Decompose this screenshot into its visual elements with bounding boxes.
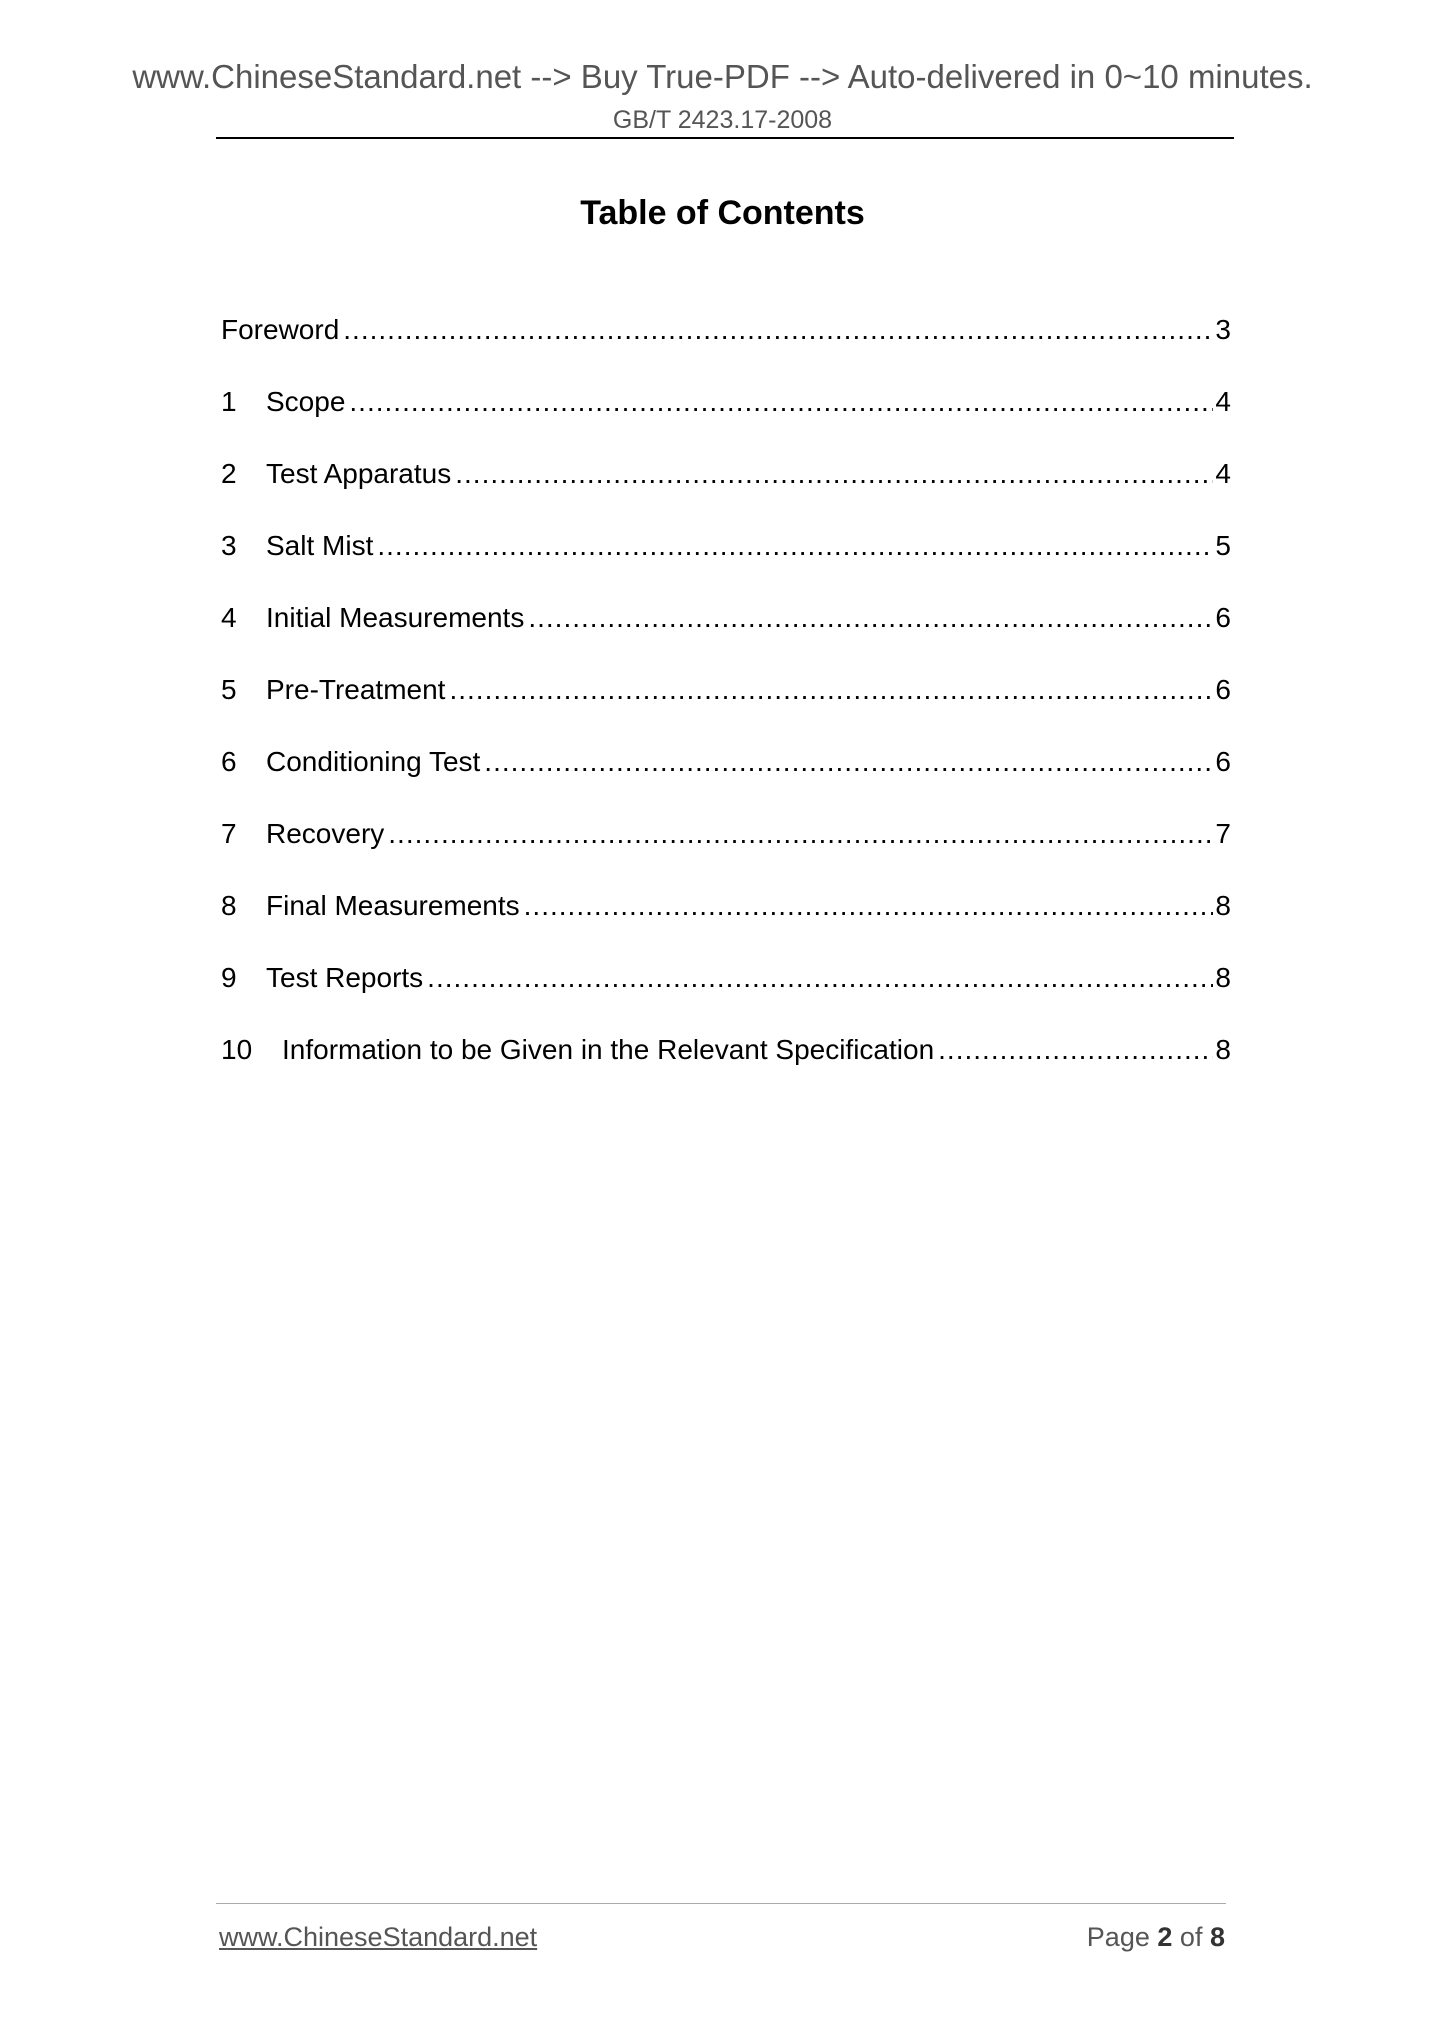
footer-divider: [216, 1903, 1226, 1904]
toc-entry-label: Test Reports: [266, 962, 424, 993]
footer-site-link[interactable]: www.ChineseStandard.net: [219, 1922, 538, 1952]
toc-leader-dots: [484, 744, 1213, 780]
toc-entry-label: Final Measurements: [266, 890, 520, 921]
toc-entry-page: 8: [1215, 890, 1231, 921]
toc-entry-final-measurements[interactable]: [221, 888, 1231, 960]
toc-entry-number: 1: [221, 386, 237, 417]
toc-entry-test-apparatus[interactable]: [221, 456, 1231, 528]
standard-code: GB/T 2423.17-2008: [612, 106, 833, 134]
toc-leader-dots: [449, 672, 1213, 708]
toc-entry-scope[interactable]: [221, 384, 1231, 456]
toc-entry-page: 8: [1215, 962, 1231, 993]
toc-entry-label: Salt Mist: [266, 530, 374, 561]
toc-entry-page: 3: [1215, 314, 1231, 345]
page-prefix: Page: [1086, 1922, 1150, 1952]
page-indicator: [1087, 1922, 1225, 1953]
toc-entry-test-reports[interactable]: [221, 960, 1231, 1032]
toc-entry-label: Recovery: [266, 818, 385, 849]
toc-entry-information-relevant-specification[interactable]: [221, 1032, 1231, 1104]
toc-title: Table of Contents: [580, 194, 865, 232]
toc-leader-dots: [377, 528, 1213, 564]
toc-entry-label: Test Apparatus: [266, 458, 452, 489]
current-page-number: 2: [1157, 1922, 1173, 1952]
toc-leader-dots: [427, 960, 1213, 996]
toc-entry-number: 6: [221, 746, 237, 777]
toc-leader-dots: [455, 456, 1213, 492]
toc-entry-label: Foreword: [221, 314, 340, 345]
toc-entry-page: 6: [1215, 674, 1231, 705]
toc-entry-page: 6: [1215, 602, 1231, 633]
total-pages-number: 8: [1209, 1922, 1225, 1952]
page-of-label: of: [1179, 1922, 1203, 1952]
toc-entry-page: 5: [1215, 530, 1231, 561]
toc-entry-number: 8: [221, 890, 237, 921]
toc-entry-number: 4: [221, 602, 237, 633]
toc-entry-number: 5: [221, 674, 237, 705]
toc-entry-number: 3: [221, 530, 237, 561]
toc-entry-recovery[interactable]: [221, 816, 1231, 888]
toc-leader-dots: [349, 384, 1213, 420]
toc-entry-label: Initial Measurements: [266, 602, 525, 633]
promo-banner: www.ChineseStandard.net --> Buy True-PDF --> Auto-delivered in 0~10 minutes.: [132, 58, 1313, 95]
toc-leader-dots: [343, 312, 1213, 348]
toc-entry-number: 2: [221, 458, 237, 489]
toc-entry-number: 9: [221, 962, 237, 993]
toc-entry-salt-mist[interactable]: [221, 528, 1231, 600]
toc-entry-page: 4: [1215, 458, 1231, 489]
toc-entry-page: 4: [1215, 386, 1231, 417]
toc-leader-dots: [938, 1032, 1213, 1068]
toc-entry-page: 7: [1215, 818, 1231, 849]
toc-entry-number: 7: [221, 818, 237, 849]
toc-entry-label: Information to be Given in the Relevant Specification: [282, 1034, 935, 1065]
toc-entry-foreword[interactable]: [221, 312, 1231, 384]
toc-leader-dots: [524, 888, 1213, 924]
header-divider: [216, 137, 1234, 139]
toc-entry-page: 8: [1215, 1034, 1231, 1065]
toc-entry-pre-treatment[interactable]: [221, 672, 1231, 744]
toc-list: [221, 312, 1231, 1104]
toc-entry-number: 10: [221, 1034, 253, 1065]
toc-entry-label: Conditioning Test: [266, 746, 481, 777]
toc-leader-dots: [528, 600, 1213, 636]
toc-entry-page: 6: [1215, 746, 1231, 777]
toc-entry-label: Scope: [266, 386, 346, 417]
toc-entry-initial-measurements[interactable]: [221, 600, 1231, 672]
toc-entry-conditioning-test[interactable]: [221, 744, 1231, 816]
toc-entry-label: Pre-Treatment: [266, 674, 446, 705]
toc-leader-dots: [388, 816, 1213, 852]
